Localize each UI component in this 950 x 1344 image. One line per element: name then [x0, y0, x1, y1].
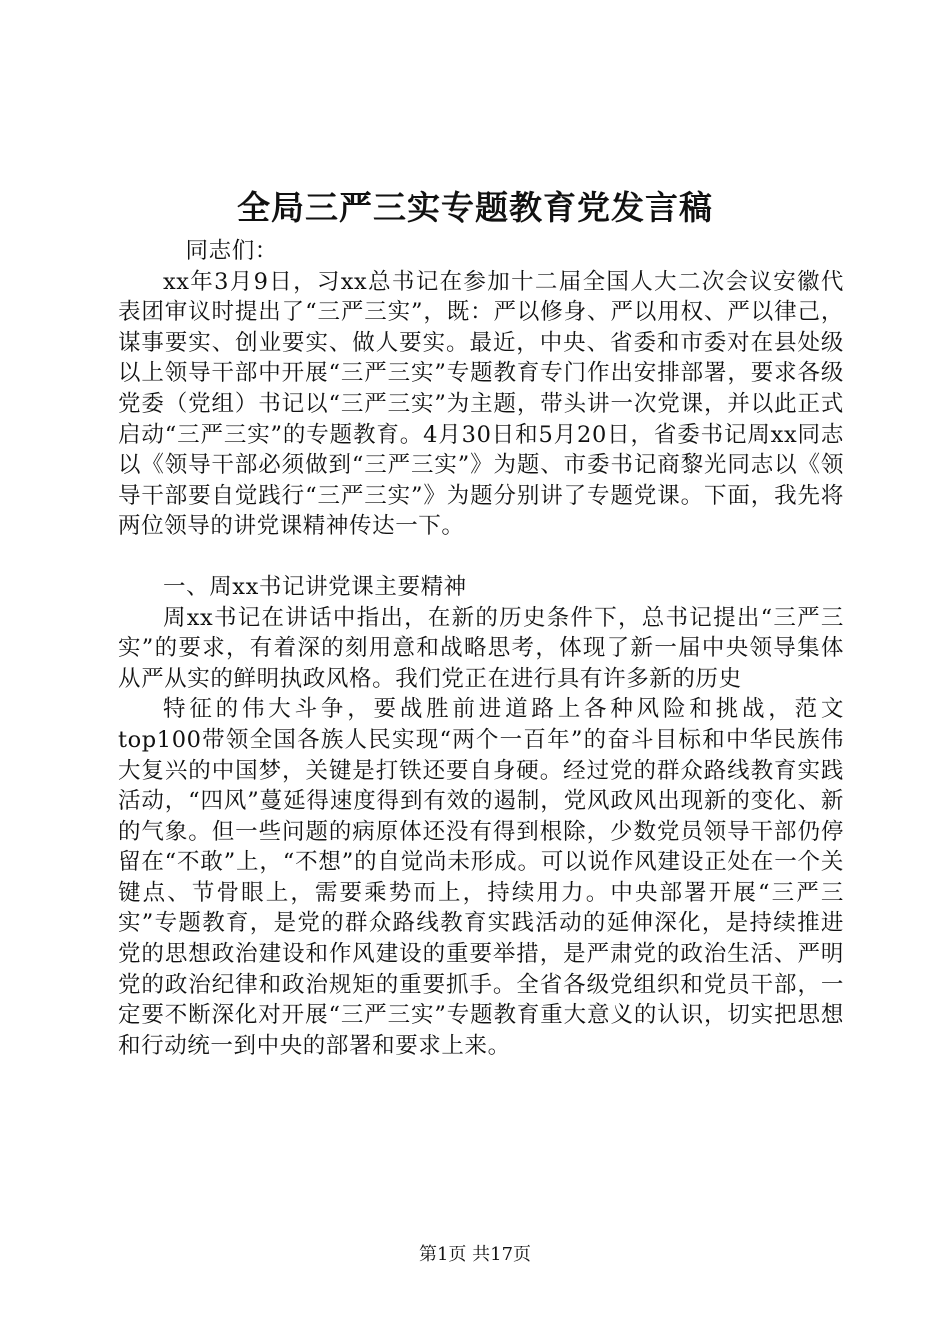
page-title: 全局三严三实专题教育党发言稿: [237, 188, 713, 227]
page-number: 第1页 共17页: [418, 1244, 532, 1265]
paragraph-intro: xx年3月9日，习xx总书记在参加十二届全国人大二次会议安徽代表团审议时提出了“三严三实”，既：严以修身、严以用权、严以律己，谋事要实、创业要实、做人要实。最近，中央、省委和市委对在县处级以上领导干部中开展“三严三实”专题教育专门作出安排部署，要求各级党委（党组）书记以“三严三实”为主题，带头讲一次党课，并以此正式启动“三严三实”的专题教育。4月30日和5月20日，省委书记周xx同志以《领导干部必须做到“三严三实”》为题、市委书记商黎光同志以《领导干部要自觉践行“三严三实”》为题分别讲了专题党课。下面，我先将两位领导的讲党课精神传达一下。: [118, 268, 844, 540]
salutation: 同志们：: [185, 238, 278, 264]
section-heading: 一、周xx书记讲党课主要精神: [163, 573, 467, 600]
document-body: [118, 236, 844, 1061]
paragraph-struggle: 特征的伟大斗争，要战胜前进道路上各种风险和挑战，范文top100带领全国各族人民实现“两个一百年”的奋斗目标和中华民族伟大复兴的中国梦，关键是打铁还要自身硬。经过党的群众路线教育实践活动，“四风”蔓延得速度得到有效的遏制，党风政风出现新的变化、新的气象。但一些问题的病原体还没有得到根除，少数党员领导干部仍停留在“不敢”上，“不想”的自觉尚未形成。可以说作风建设正处在一个关键点、节骨眼上，需要乘势而上，持续用力。中央部署开展“三严三实”专题教育，是党的群众路线教育实践活动的延伸深化，是持续推进党的思想政治建设和作风建设的重要举措，是严肃党的政治生活、严明党的政治纪律和政治规矩的重要抓手。全省各级党组织和党员干部，一定要不断深化对开展“三严三实”专题教育重大意义的认识，切实把思想和行动统一到中央的部署和要求上来。: [118, 696, 844, 1059]
paragraph-zhou-speech: 周xx书记在讲话中指出，在新的历史条件下，总书记提出“三严三实”的要求，有着深的刻用意和战略思考，体现了新一届中央领导集体从严从实的鲜明执政风格。我们党正在进行具有许多新的历史: [118, 604, 844, 692]
